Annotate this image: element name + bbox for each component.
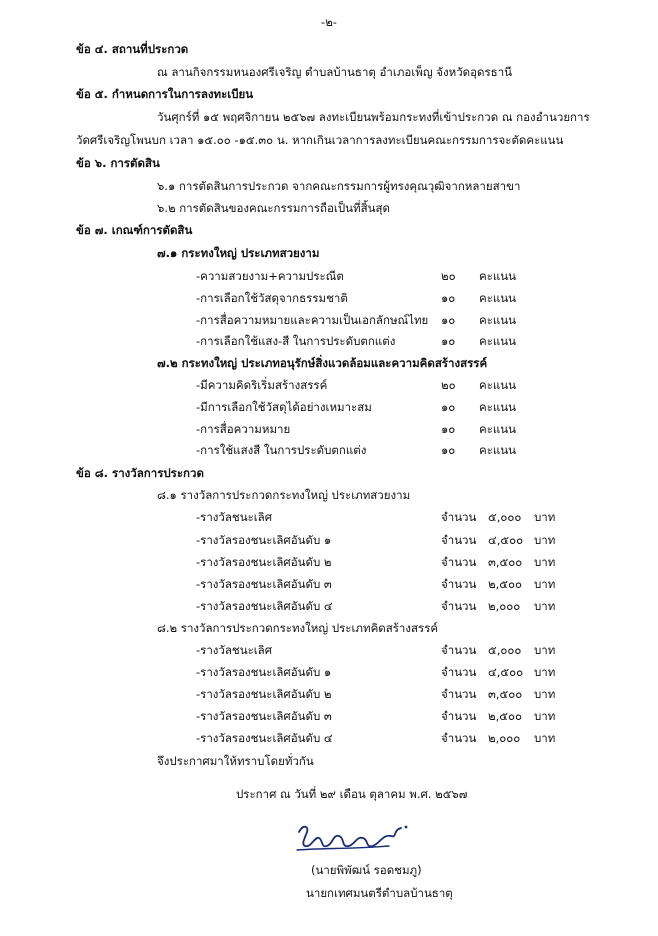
prize-item-label: -รางวัลชนะเลิศ bbox=[196, 510, 273, 524]
prize-item-amount-word: จำนวน bbox=[441, 643, 477, 657]
criteria-item-score: ๑๐ bbox=[441, 334, 456, 348]
prize-item-currency: บาท bbox=[534, 599, 556, 613]
criteria-item-label: -ความสวยงาม+ความประณีต bbox=[196, 269, 344, 283]
prize-item-amount-word: จำนวน bbox=[441, 665, 477, 679]
criteria-item-unit: คะแนน bbox=[479, 422, 517, 436]
criteria-item-label: -การสื่อความหมายและความเป็นเอกลักษณ์ไทย bbox=[196, 313, 429, 327]
prize-item-label: -รางวัลรองชนะเลิศอันดับ ๔ bbox=[196, 599, 333, 613]
page-number: -๒- bbox=[321, 15, 337, 29]
criteria-item-score: ๑๐ bbox=[441, 422, 456, 436]
prize-group-1-title: ๘.๑ รางวัลการประกวดกระทงใหญ่ ประเภทสวยงาม bbox=[157, 488, 411, 502]
section-6-heading: ข้อ ๖. การตัดสิน bbox=[76, 156, 160, 170]
signer-name: (นายพิพัฒน์ รอดชมภู) bbox=[311, 863, 422, 877]
prize-item-amount: ๓,๕๐๐ bbox=[488, 687, 523, 701]
criteria-item-unit: คะแนน bbox=[479, 443, 517, 457]
criteria-item-label: -มีความคิดริเริ่มสร้างสรรค์ bbox=[196, 378, 328, 392]
prize-item-label: -รางวัลรองชนะเลิศอันดับ ๓ bbox=[196, 577, 332, 591]
criteria-item-score: ๑๐ bbox=[441, 291, 456, 305]
prize-item-label: -รางวัลรองชนะเลิศอันดับ ๔ bbox=[196, 731, 333, 745]
prize-item-amount: ๕,๐๐๐ bbox=[488, 643, 522, 657]
announcement-date: ประกาศ ณ วันที่ ๒๙ เดือน ตุลาคม พ.ศ. ๒๕๖๗ bbox=[236, 787, 468, 801]
criteria-item-unit: คะแนน bbox=[479, 400, 517, 414]
prize-item-currency: บาท bbox=[534, 643, 556, 657]
prize-item-currency: บาท bbox=[534, 731, 556, 745]
prize-item-label: -รางวัลชนะเลิศ bbox=[196, 643, 273, 657]
criteria-item-label: -การเลือกใช้วัสดุจากธรรมชาติ bbox=[196, 291, 348, 305]
prize-item-label: -รางวัลรองชนะเลิศอันดับ ๑ bbox=[196, 665, 332, 679]
prize-item-amount-word: จำนวน bbox=[441, 687, 477, 701]
prize-item-amount-word: จำนวน bbox=[441, 510, 477, 524]
prize-item-currency: บาท bbox=[534, 687, 556, 701]
criteria-item-score: ๒๐ bbox=[441, 378, 456, 392]
section-5-line-1: วันศุกร์ที่ ๑๕ พฤศจิกายน ๒๕๖๗ ลงทะเบียนพร้อมกระทงที่เข้าประกวด ณ กองอำนวยการ bbox=[157, 110, 590, 124]
section-6-item-2: ๖.๒ การตัดสินของคณะกรรมการถือเป็นที่สิ้นสุด bbox=[157, 201, 390, 215]
prize-group-2-title: ๘.๒ รางวัลการประกวดกระทงใหญ่ ประเภทคิดสร้างสรรค์ bbox=[157, 621, 439, 635]
criteria-item-score: ๑๐ bbox=[441, 443, 456, 457]
prize-item-amount-word: จำนวน bbox=[441, 533, 477, 547]
criteria-item-label: -การสื่อความหมาย bbox=[196, 422, 291, 436]
prize-item-label: -รางวัลรองชนะเลิศอันดับ ๒ bbox=[196, 687, 332, 701]
prize-item-amount: ๔,๕๐๐ bbox=[488, 533, 524, 547]
criteria-item-unit: คะแนน bbox=[479, 313, 517, 327]
section-7-heading: ข้อ ๗. เกณฑ์การตัดสิน bbox=[76, 223, 193, 237]
prize-item-amount: ๕,๐๐๐ bbox=[488, 510, 522, 524]
prize-item-amount: ๒,๕๐๐ bbox=[488, 709, 522, 723]
prize-item-amount: ๓,๕๐๐ bbox=[488, 555, 523, 569]
prize-item-label: -รางวัลรองชนะเลิศอันดับ ๒ bbox=[196, 555, 332, 569]
criteria-item-unit: คะแนน bbox=[479, 378, 517, 392]
signer-title: นายกเทศมนตรีตำบลบ้านธาตุ bbox=[306, 886, 453, 900]
criteria-item-score: ๑๐ bbox=[441, 400, 456, 414]
criteria-item-unit: คะแนน bbox=[479, 334, 517, 348]
prize-item-amount: ๒,๐๐๐ bbox=[488, 731, 521, 745]
prize-item-currency: บาท bbox=[534, 555, 556, 569]
section-4-text: ณ ลานกิจกรรมหนองศรีเจริญ ตำบลบ้านธาตุ อำเภอเพ็ญ จังหวัดอุดรธานี bbox=[157, 65, 513, 79]
prize-item-amount-word: จำนวน bbox=[441, 577, 477, 591]
section-5-heading: ข้อ ๕. กำหนดการในการลงทะเบียน bbox=[76, 87, 254, 101]
prize-item-amount: ๒,๕๐๐ bbox=[488, 577, 522, 591]
prize-item-currency: บาท bbox=[534, 665, 556, 679]
criteria-group-2-title: ๗.๒ กระทงใหญ่ ประเภทอนุรักษ์สิ่งแวดล้อมและความคิดสร้างสรรค์ bbox=[157, 356, 488, 370]
prize-item-label: -รางวัลรองชนะเลิศอันดับ ๑ bbox=[196, 533, 332, 547]
criteria-item-label: -มีการเลือกใช้วัสดุได้อย่างเหมาะสม bbox=[196, 400, 372, 414]
prize-item-currency: บาท bbox=[534, 510, 556, 524]
prize-item-amount-word: จำนวน bbox=[441, 731, 477, 745]
closing-text: จึงประกาศมาให้ทราบโดยทั่วกัน bbox=[157, 754, 314, 768]
criteria-item-score: ๒๐ bbox=[441, 269, 456, 283]
criteria-group-1-title: ๗.๑ กระทงใหญ่ ประเภทสวยงาม bbox=[157, 246, 320, 260]
prize-item-amount: ๔,๕๐๐ bbox=[488, 665, 524, 679]
section-4-heading: ข้อ ๔. สถานที่ประกวด bbox=[76, 42, 189, 56]
prize-item-currency: บาท bbox=[534, 577, 556, 591]
prize-item-amount-word: จำนวน bbox=[441, 555, 477, 569]
criteria-item-label: -การใช้แสงสี ในการประดับตกแต่ง bbox=[196, 443, 367, 457]
prize-item-amount-word: จำนวน bbox=[441, 709, 477, 723]
criteria-item-score: ๑๐ bbox=[441, 313, 456, 327]
criteria-item-unit: คะแนน bbox=[479, 269, 517, 283]
prize-item-currency: บาท bbox=[534, 709, 556, 723]
section-6-item-1: ๖.๑ การตัดสินการประกวด จากคณะกรรมการผู้ทรงคุณวุฒิจากหลายสาขา bbox=[157, 179, 521, 193]
prize-item-currency: บาท bbox=[534, 533, 556, 547]
section-5-line-2: วัดศรีเจริญโพนบก เวลา ๑๕.๐๐ -๑๕.๓๐ น. หากเกินเวลาการลงทะเบียนคณะกรรมการจะตัดคะแนน bbox=[76, 133, 564, 147]
prize-item-amount-word: จำนวน bbox=[441, 599, 477, 613]
section-8-heading: ข้อ ๘. รางวัลการประกวด bbox=[76, 466, 204, 480]
prize-item-label: -รางวัลรองชนะเลิศอันดับ ๓ bbox=[196, 709, 332, 723]
handwritten-signature bbox=[293, 818, 413, 854]
criteria-item-unit: คะแนน bbox=[479, 291, 517, 305]
prize-item-amount: ๒,๐๐๐ bbox=[488, 599, 521, 613]
criteria-item-label: -การเลือกใช้แสง-สี ในการประดับตกแต่ง bbox=[196, 334, 396, 348]
